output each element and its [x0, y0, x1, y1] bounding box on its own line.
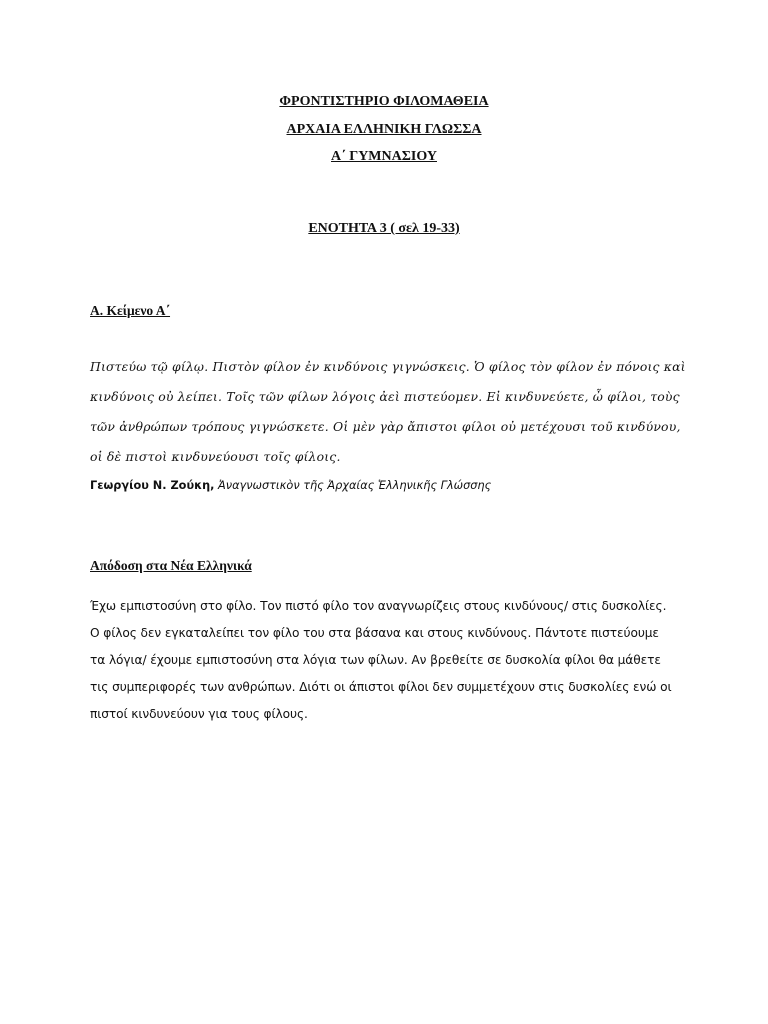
ancient-text-body	[90, 352, 686, 472]
ancient-text-line: Πιστεύω τῷ φίλῳ. Πιστὸν φίλον ἐν κινδύνοις γιγνώσκεις. Ὁ φίλος τὸν φίλον ἐν πόνοις καὶ	[90, 359, 686, 374]
ancient-text-heading: Α. Κείμενο Α΄	[90, 303, 171, 318]
translation-line: πιστοί κινδυνεύουν για τους φίλους.	[90, 707, 308, 721]
ancient-text-line: τῶν ἀνθρώπων τρόπους γιγνώσκετε. Οἱ μὲν γὰρ ἄπιστοι φίλοι οὐ μετέχουσι τοῦ κινδύνου,	[90, 419, 681, 434]
source-credit	[90, 477, 491, 495]
translation-line: τις συμπεριφορές των ανθρώπων. Διότι οι άπιστοι φίλοι δεν συμμετέχουν στις δυσκολίες ενώ οι	[90, 680, 672, 694]
credit-book: Ἀναγνωστικὸν τῆς Ἀρχαίας Ἑλληνικῆς Γλώσσης	[214, 479, 492, 492]
translation-heading: Απόδοση στα Νέα Ελληνικά	[90, 558, 252, 573]
grade-title: Α΄ ΓΥΜΝΑΣΙΟΥ	[331, 149, 437, 164]
school-title: ΦΡΟΝΤΙΣΤΗΡΙΟ ΦΙΛΟΜΑΘΕΙΑ	[279, 94, 489, 109]
subject-title: ΑΡΧΑΙΑ ΕΛΛΗΝΙΚΗ ΓΛΩΣΣΑ	[286, 122, 482, 137]
translation-body	[90, 593, 686, 728]
ancient-text-line: οἱ δὲ πιστοὶ κινδυνεύουσι τοῖς φίλοις.	[90, 449, 341, 464]
unit-title: ΕΝΟΤΗΤΑ 3 ( σελ 19-33)	[308, 221, 460, 236]
ancient-text-line: κινδύνοις οὐ λείπει. Τοῖς τῶν φίλων λόγοις ἀεὶ πιστεύομεν. Εἰ κινδυνεύετε, ὦ φίλοι, τοὺς	[90, 389, 680, 404]
translation-line: Έχω εμπιστοσύνη στο φίλο. Τον πιστό φίλο τον αναγνωρίζεις στους κινδύνους/ στις δυσκολίες.	[90, 599, 667, 613]
credit-author: Γεωργίου Ν. Ζούκη,	[90, 479, 215, 492]
translation-line: Ο φίλος δεν εγκαταλείπει τον φίλο του στα βάσανα και στους κινδύνους. Πάντοτε πιστεύουμε	[90, 626, 659, 640]
translation-line: τα λόγια/ έχουμε εμπιστοσύνη στα λόγια των φίλων. Αν βρεθείτε σε δυσκολία φίλοι θα μάθετε	[90, 653, 661, 667]
